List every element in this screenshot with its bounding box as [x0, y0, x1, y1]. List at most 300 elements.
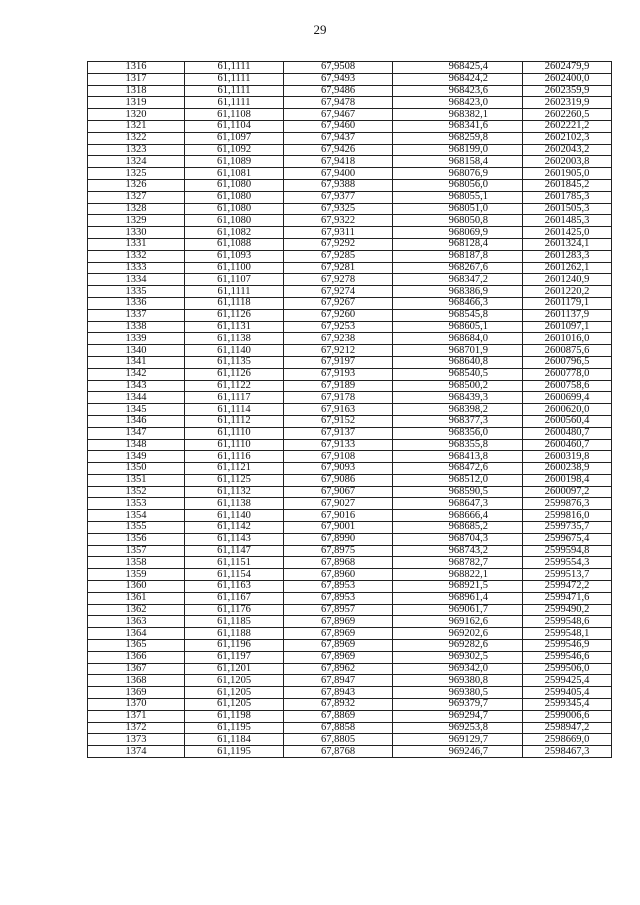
point-number-cell: 1367 [88, 663, 185, 675]
table-row [88, 722, 612, 734]
latitude-cell: 61,1205 [185, 675, 284, 687]
point-number-cell: 1329 [88, 215, 185, 227]
table-row [88, 238, 612, 250]
y-coordinate-cell: 2600238,9 [523, 463, 612, 475]
y-coordinate-cell: 2602221,2 [523, 120, 612, 132]
point-number-cell: 1330 [88, 227, 185, 239]
longitude-cell: 67,9260 [284, 309, 393, 321]
longitude-cell: 67,9108 [284, 451, 393, 463]
y-coordinate-cell: 2599345,4 [523, 699, 612, 711]
y-coordinate-cell: 2600620,0 [523, 404, 612, 416]
longitude-cell: 67,8990 [284, 533, 393, 545]
point-number-cell: 1336 [88, 297, 185, 309]
x-coordinate-cell: 968055,1 [393, 191, 523, 203]
x-coordinate-cell: 969162,6 [393, 616, 523, 628]
x-coordinate-cell: 968069,9 [393, 227, 523, 239]
y-coordinate-cell: 2602260,5 [523, 109, 612, 121]
point-number-cell: 1319 [88, 97, 185, 109]
longitude-cell: 67,8968 [284, 557, 393, 569]
y-coordinate-cell: 2601220,2 [523, 286, 612, 298]
latitude-cell: 61,1184 [185, 734, 284, 746]
point-number-cell: 1345 [88, 404, 185, 416]
y-coordinate-cell: 2602043,2 [523, 144, 612, 156]
latitude-cell: 61,1111 [185, 97, 284, 109]
x-coordinate-cell: 969302,5 [393, 651, 523, 663]
table-row [88, 581, 612, 593]
table-row [88, 156, 612, 168]
x-coordinate-cell: 968439,3 [393, 392, 523, 404]
y-coordinate-cell: 2601179,1 [523, 297, 612, 309]
longitude-cell: 67,8805 [284, 734, 393, 746]
longitude-cell: 67,9400 [284, 168, 393, 180]
table-row [88, 309, 612, 321]
y-coordinate-cell: 2599876,3 [523, 498, 612, 510]
point-number-cell: 1353 [88, 498, 185, 510]
longitude-cell: 67,9212 [284, 345, 393, 357]
y-coordinate-cell: 2600758,6 [523, 380, 612, 392]
table-row [88, 392, 612, 404]
longitude-cell: 67,9163 [284, 404, 393, 416]
longitude-cell: 67,9325 [284, 203, 393, 215]
longitude-cell: 67,9133 [284, 439, 393, 451]
y-coordinate-cell: 2599513,7 [523, 569, 612, 581]
x-coordinate-cell: 968472,6 [393, 463, 523, 475]
point-number-cell: 1373 [88, 734, 185, 746]
point-number-cell: 1327 [88, 191, 185, 203]
longitude-cell: 67,9437 [284, 132, 393, 144]
y-coordinate-cell: 2600460,7 [523, 439, 612, 451]
x-coordinate-cell: 968423,0 [393, 97, 523, 109]
y-coordinate-cell: 2599546,9 [523, 640, 612, 652]
longitude-cell: 67,9189 [284, 380, 393, 392]
y-coordinate-cell: 2600875,6 [523, 345, 612, 357]
point-number-cell: 1359 [88, 569, 185, 581]
table-row [88, 463, 612, 475]
y-coordinate-cell: 2602400,0 [523, 73, 612, 85]
table-row [88, 616, 612, 628]
x-coordinate-cell: 968128,4 [393, 238, 523, 250]
table-row [88, 474, 612, 486]
latitude-cell: 61,1111 [185, 62, 284, 74]
longitude-cell: 67,8947 [284, 675, 393, 687]
latitude-cell: 61,1176 [185, 604, 284, 616]
table-row [88, 427, 612, 439]
table-row [88, 227, 612, 239]
y-coordinate-cell: 2601016,0 [523, 333, 612, 345]
point-number-cell: 1339 [88, 333, 185, 345]
latitude-cell: 61,1138 [185, 498, 284, 510]
table-row [88, 297, 612, 309]
x-coordinate-cell: 968701,9 [393, 345, 523, 357]
latitude-cell: 61,1135 [185, 356, 284, 368]
point-number-cell: 1318 [88, 85, 185, 97]
longitude-cell: 67,9478 [284, 97, 393, 109]
y-coordinate-cell: 2601425,0 [523, 227, 612, 239]
point-number-cell: 1361 [88, 592, 185, 604]
y-coordinate-cell: 2601137,9 [523, 309, 612, 321]
y-coordinate-cell: 2600699,4 [523, 392, 612, 404]
x-coordinate-cell: 968590,5 [393, 486, 523, 498]
x-coordinate-cell: 969253,8 [393, 722, 523, 734]
point-number-cell: 1348 [88, 439, 185, 451]
longitude-cell: 67,9278 [284, 274, 393, 286]
table-row [88, 710, 612, 722]
latitude-cell: 61,1167 [185, 592, 284, 604]
longitude-cell: 67,8969 [284, 616, 393, 628]
longitude-cell: 67,9197 [284, 356, 393, 368]
latitude-cell: 61,1080 [185, 203, 284, 215]
longitude-cell: 67,8960 [284, 569, 393, 581]
x-coordinate-cell: 969129,7 [393, 734, 523, 746]
point-number-cell: 1320 [88, 109, 185, 121]
x-coordinate-cell: 968259,8 [393, 132, 523, 144]
y-coordinate-cell: 2600480,7 [523, 427, 612, 439]
point-number-cell: 1349 [88, 451, 185, 463]
x-coordinate-cell: 968356,0 [393, 427, 523, 439]
y-coordinate-cell: 2600319,8 [523, 451, 612, 463]
point-number-cell: 1365 [88, 640, 185, 652]
x-coordinate-cell: 968413,8 [393, 451, 523, 463]
longitude-cell: 67,8975 [284, 545, 393, 557]
table-row [88, 533, 612, 545]
y-coordinate-cell: 2601845,2 [523, 179, 612, 191]
x-coordinate-cell: 968512,0 [393, 474, 523, 486]
y-coordinate-cell: 2599472,2 [523, 581, 612, 593]
y-coordinate-cell: 2602102,3 [523, 132, 612, 144]
table-row [88, 345, 612, 357]
point-number-cell: 1358 [88, 557, 185, 569]
table-row [88, 746, 612, 758]
y-coordinate-cell: 2598947,2 [523, 722, 612, 734]
x-coordinate-cell: 968386,9 [393, 286, 523, 298]
table-row [88, 545, 612, 557]
x-coordinate-cell: 969379,7 [393, 699, 523, 711]
x-coordinate-cell: 968424,2 [393, 73, 523, 85]
x-coordinate-cell: 968341,6 [393, 120, 523, 132]
point-number-cell: 1337 [88, 309, 185, 321]
point-number-cell: 1352 [88, 486, 185, 498]
latitude-cell: 61,1197 [185, 651, 284, 663]
point-number-cell: 1372 [88, 722, 185, 734]
y-coordinate-cell: 2599506,0 [523, 663, 612, 675]
longitude-cell: 67,9508 [284, 62, 393, 74]
table-row [88, 439, 612, 451]
longitude-cell: 67,9267 [284, 297, 393, 309]
latitude-cell: 61,1117 [185, 392, 284, 404]
y-coordinate-cell: 2599554,3 [523, 557, 612, 569]
latitude-cell: 61,1088 [185, 238, 284, 250]
point-number-cell: 1360 [88, 581, 185, 593]
point-number-cell: 1354 [88, 510, 185, 522]
latitude-cell: 61,1100 [185, 262, 284, 274]
x-coordinate-cell: 968466,3 [393, 297, 523, 309]
longitude-cell: 67,9418 [284, 156, 393, 168]
point-number-cell: 1346 [88, 415, 185, 427]
point-number-cell: 1371 [88, 710, 185, 722]
table-row [88, 356, 612, 368]
latitude-cell: 61,1195 [185, 722, 284, 734]
longitude-cell: 67,8869 [284, 710, 393, 722]
point-number-cell: 1316 [88, 62, 185, 74]
y-coordinate-cell: 2599490,2 [523, 604, 612, 616]
table-row [88, 144, 612, 156]
x-coordinate-cell: 968398,2 [393, 404, 523, 416]
y-coordinate-cell: 2600778,0 [523, 368, 612, 380]
latitude-cell: 61,1198 [185, 710, 284, 722]
x-coordinate-cell: 968347,2 [393, 274, 523, 286]
table-row [88, 168, 612, 180]
latitude-cell: 61,1118 [185, 297, 284, 309]
point-number-cell: 1357 [88, 545, 185, 557]
x-coordinate-cell: 969246,7 [393, 746, 523, 758]
y-coordinate-cell: 2599548,6 [523, 616, 612, 628]
point-number-cell: 1317 [88, 73, 185, 85]
latitude-cell: 61,1081 [185, 168, 284, 180]
latitude-cell: 61,1154 [185, 569, 284, 581]
longitude-cell: 67,9086 [284, 474, 393, 486]
point-number-cell: 1321 [88, 120, 185, 132]
latitude-cell: 61,1201 [185, 663, 284, 675]
x-coordinate-cell: 969380,8 [393, 675, 523, 687]
longitude-cell: 67,9388 [284, 179, 393, 191]
y-coordinate-cell: 2599816,0 [523, 510, 612, 522]
latitude-cell: 61,1126 [185, 309, 284, 321]
y-coordinate-cell: 2599405,4 [523, 687, 612, 699]
latitude-cell: 61,1111 [185, 286, 284, 298]
table-row [88, 380, 612, 392]
x-coordinate-cell: 968187,8 [393, 250, 523, 262]
y-coordinate-cell: 2599548,1 [523, 628, 612, 640]
point-number-cell: 1332 [88, 250, 185, 262]
point-number-cell: 1370 [88, 699, 185, 711]
table-row [88, 321, 612, 333]
table-row [88, 62, 612, 74]
longitude-cell: 67,9274 [284, 286, 393, 298]
longitude-cell: 67,9322 [284, 215, 393, 227]
x-coordinate-cell: 968822,1 [393, 569, 523, 581]
longitude-cell: 67,9137 [284, 427, 393, 439]
table-row [88, 203, 612, 215]
y-coordinate-cell: 2602003,8 [523, 156, 612, 168]
x-coordinate-cell: 969380,5 [393, 687, 523, 699]
x-coordinate-cell: 968355,8 [393, 439, 523, 451]
latitude-cell: 61,1140 [185, 510, 284, 522]
longitude-cell: 67,8953 [284, 592, 393, 604]
y-coordinate-cell: 2601324,1 [523, 238, 612, 250]
table-row [88, 604, 612, 616]
table-row [88, 179, 612, 191]
longitude-cell: 67,9152 [284, 415, 393, 427]
latitude-cell: 61,1089 [185, 156, 284, 168]
latitude-cell: 61,1111 [185, 73, 284, 85]
x-coordinate-cell: 968961,4 [393, 592, 523, 604]
y-coordinate-cell: 2602359,9 [523, 85, 612, 97]
longitude-cell: 67,9281 [284, 262, 393, 274]
latitude-cell: 61,1122 [185, 380, 284, 392]
latitude-cell: 61,1151 [185, 557, 284, 569]
table-row [88, 510, 612, 522]
y-coordinate-cell: 2599594,8 [523, 545, 612, 557]
table-row [88, 404, 612, 416]
latitude-cell: 61,1188 [185, 628, 284, 640]
point-number-cell: 1369 [88, 687, 185, 699]
table-row [88, 368, 612, 380]
longitude-cell: 67,9486 [284, 85, 393, 97]
point-number-cell: 1342 [88, 368, 185, 380]
point-number-cell: 1350 [88, 463, 185, 475]
table-row [88, 699, 612, 711]
y-coordinate-cell: 2600097,2 [523, 486, 612, 498]
longitude-cell: 67,8969 [284, 628, 393, 640]
table-row [88, 557, 612, 569]
page-number: 29 [313, 22, 327, 37]
point-number-cell: 1340 [88, 345, 185, 357]
longitude-cell: 67,8969 [284, 640, 393, 652]
x-coordinate-cell: 968666,4 [393, 510, 523, 522]
x-coordinate-cell: 968158,4 [393, 156, 523, 168]
y-coordinate-cell: 2599675,4 [523, 533, 612, 545]
longitude-cell: 67,9285 [284, 250, 393, 262]
table-row [88, 675, 612, 687]
latitude-cell: 61,1093 [185, 250, 284, 262]
latitude-cell: 61,1142 [185, 522, 284, 534]
y-coordinate-cell: 2601785,3 [523, 191, 612, 203]
latitude-cell: 61,1131 [185, 321, 284, 333]
table-row [88, 286, 612, 298]
point-number-cell: 1374 [88, 746, 185, 758]
y-coordinate-cell: 2599425,4 [523, 675, 612, 687]
longitude-cell: 67,9460 [284, 120, 393, 132]
latitude-cell: 61,1112 [185, 415, 284, 427]
x-coordinate-cell: 968076,9 [393, 168, 523, 180]
latitude-cell: 61,1163 [185, 581, 284, 593]
point-number-cell: 1355 [88, 522, 185, 534]
table-row [88, 522, 612, 534]
y-coordinate-cell: 2599546,6 [523, 651, 612, 663]
point-number-cell: 1334 [88, 274, 185, 286]
y-coordinate-cell: 2600198,4 [523, 474, 612, 486]
y-coordinate-cell: 2601905,0 [523, 168, 612, 180]
longitude-cell: 67,9467 [284, 109, 393, 121]
table-row [88, 451, 612, 463]
x-coordinate-cell: 968605,1 [393, 321, 523, 333]
latitude-cell: 61,1196 [185, 640, 284, 652]
longitude-cell: 67,9292 [284, 238, 393, 250]
x-coordinate-cell: 968500,2 [393, 380, 523, 392]
x-coordinate-cell: 968921,5 [393, 581, 523, 593]
x-coordinate-cell: 968647,3 [393, 498, 523, 510]
y-coordinate-cell: 2600560,4 [523, 415, 612, 427]
x-coordinate-cell: 968056,0 [393, 179, 523, 191]
latitude-cell: 61,1108 [185, 109, 284, 121]
x-coordinate-cell: 969342,0 [393, 663, 523, 675]
latitude-cell: 61,1121 [185, 463, 284, 475]
point-number-cell: 1322 [88, 132, 185, 144]
x-coordinate-cell: 968684,0 [393, 333, 523, 345]
latitude-cell: 61,1205 [185, 699, 284, 711]
longitude-cell: 67,9027 [284, 498, 393, 510]
latitude-cell: 61,1080 [185, 191, 284, 203]
y-coordinate-cell: 2600796,5 [523, 356, 612, 368]
longitude-cell: 67,8969 [284, 651, 393, 663]
point-number-cell: 1343 [88, 380, 185, 392]
latitude-cell: 61,1104 [185, 120, 284, 132]
table-row [88, 734, 612, 746]
point-number-cell: 1338 [88, 321, 185, 333]
point-number-cell: 1362 [88, 604, 185, 616]
latitude-cell: 61,1110 [185, 427, 284, 439]
y-coordinate-cell: 2601505,3 [523, 203, 612, 215]
longitude-cell: 67,8953 [284, 581, 393, 593]
y-coordinate-cell: 2602319,9 [523, 97, 612, 109]
longitude-cell: 67,8943 [284, 687, 393, 699]
point-number-cell: 1347 [88, 427, 185, 439]
y-coordinate-cell: 2601097,1 [523, 321, 612, 333]
table-row [88, 274, 612, 286]
y-coordinate-cell: 2601240,9 [523, 274, 612, 286]
point-number-cell: 1325 [88, 168, 185, 180]
y-coordinate-cell: 2598467,3 [523, 746, 612, 758]
point-number-cell: 1328 [88, 203, 185, 215]
latitude-cell: 61,1080 [185, 179, 284, 191]
x-coordinate-cell: 968382,1 [393, 109, 523, 121]
table-row [88, 651, 612, 663]
latitude-cell: 61,1138 [185, 333, 284, 345]
latitude-cell: 61,1082 [185, 227, 284, 239]
point-number-cell: 1363 [88, 616, 185, 628]
x-coordinate-cell: 969294,7 [393, 710, 523, 722]
longitude-cell: 67,9238 [284, 333, 393, 345]
point-number-cell: 1351 [88, 474, 185, 486]
longitude-cell: 67,8962 [284, 663, 393, 675]
y-coordinate-cell: 2599735,7 [523, 522, 612, 534]
point-number-cell: 1364 [88, 628, 185, 640]
y-coordinate-cell: 2602479,9 [523, 62, 612, 74]
latitude-cell: 61,1132 [185, 486, 284, 498]
table-row [88, 333, 612, 345]
longitude-cell: 67,9377 [284, 191, 393, 203]
latitude-cell: 61,1185 [185, 616, 284, 628]
table-row [88, 215, 612, 227]
table-row [88, 73, 612, 85]
table-row [88, 663, 612, 675]
table-row [88, 415, 612, 427]
point-number-cell: 1368 [88, 675, 185, 687]
latitude-cell: 61,1125 [185, 474, 284, 486]
x-coordinate-cell: 969282,6 [393, 640, 523, 652]
latitude-cell: 61,1114 [185, 404, 284, 416]
table-row [88, 85, 612, 97]
table-row [88, 109, 612, 121]
x-coordinate-cell: 968540,5 [393, 368, 523, 380]
longitude-cell: 67,9178 [284, 392, 393, 404]
latitude-cell: 61,1092 [185, 144, 284, 156]
table-row [88, 640, 612, 652]
y-coordinate-cell: 2601485,3 [523, 215, 612, 227]
latitude-cell: 61,1143 [185, 533, 284, 545]
point-number-cell: 1324 [88, 156, 185, 168]
longitude-cell: 67,9001 [284, 522, 393, 534]
longitude-cell: 67,9016 [284, 510, 393, 522]
point-number-cell: 1366 [88, 651, 185, 663]
longitude-cell: 67,9426 [284, 144, 393, 156]
latitude-cell: 61,1097 [185, 132, 284, 144]
longitude-cell: 67,9067 [284, 486, 393, 498]
table-row [88, 191, 612, 203]
x-coordinate-cell: 968267,6 [393, 262, 523, 274]
x-coordinate-cell: 969202,6 [393, 628, 523, 640]
x-coordinate-cell: 968782,7 [393, 557, 523, 569]
